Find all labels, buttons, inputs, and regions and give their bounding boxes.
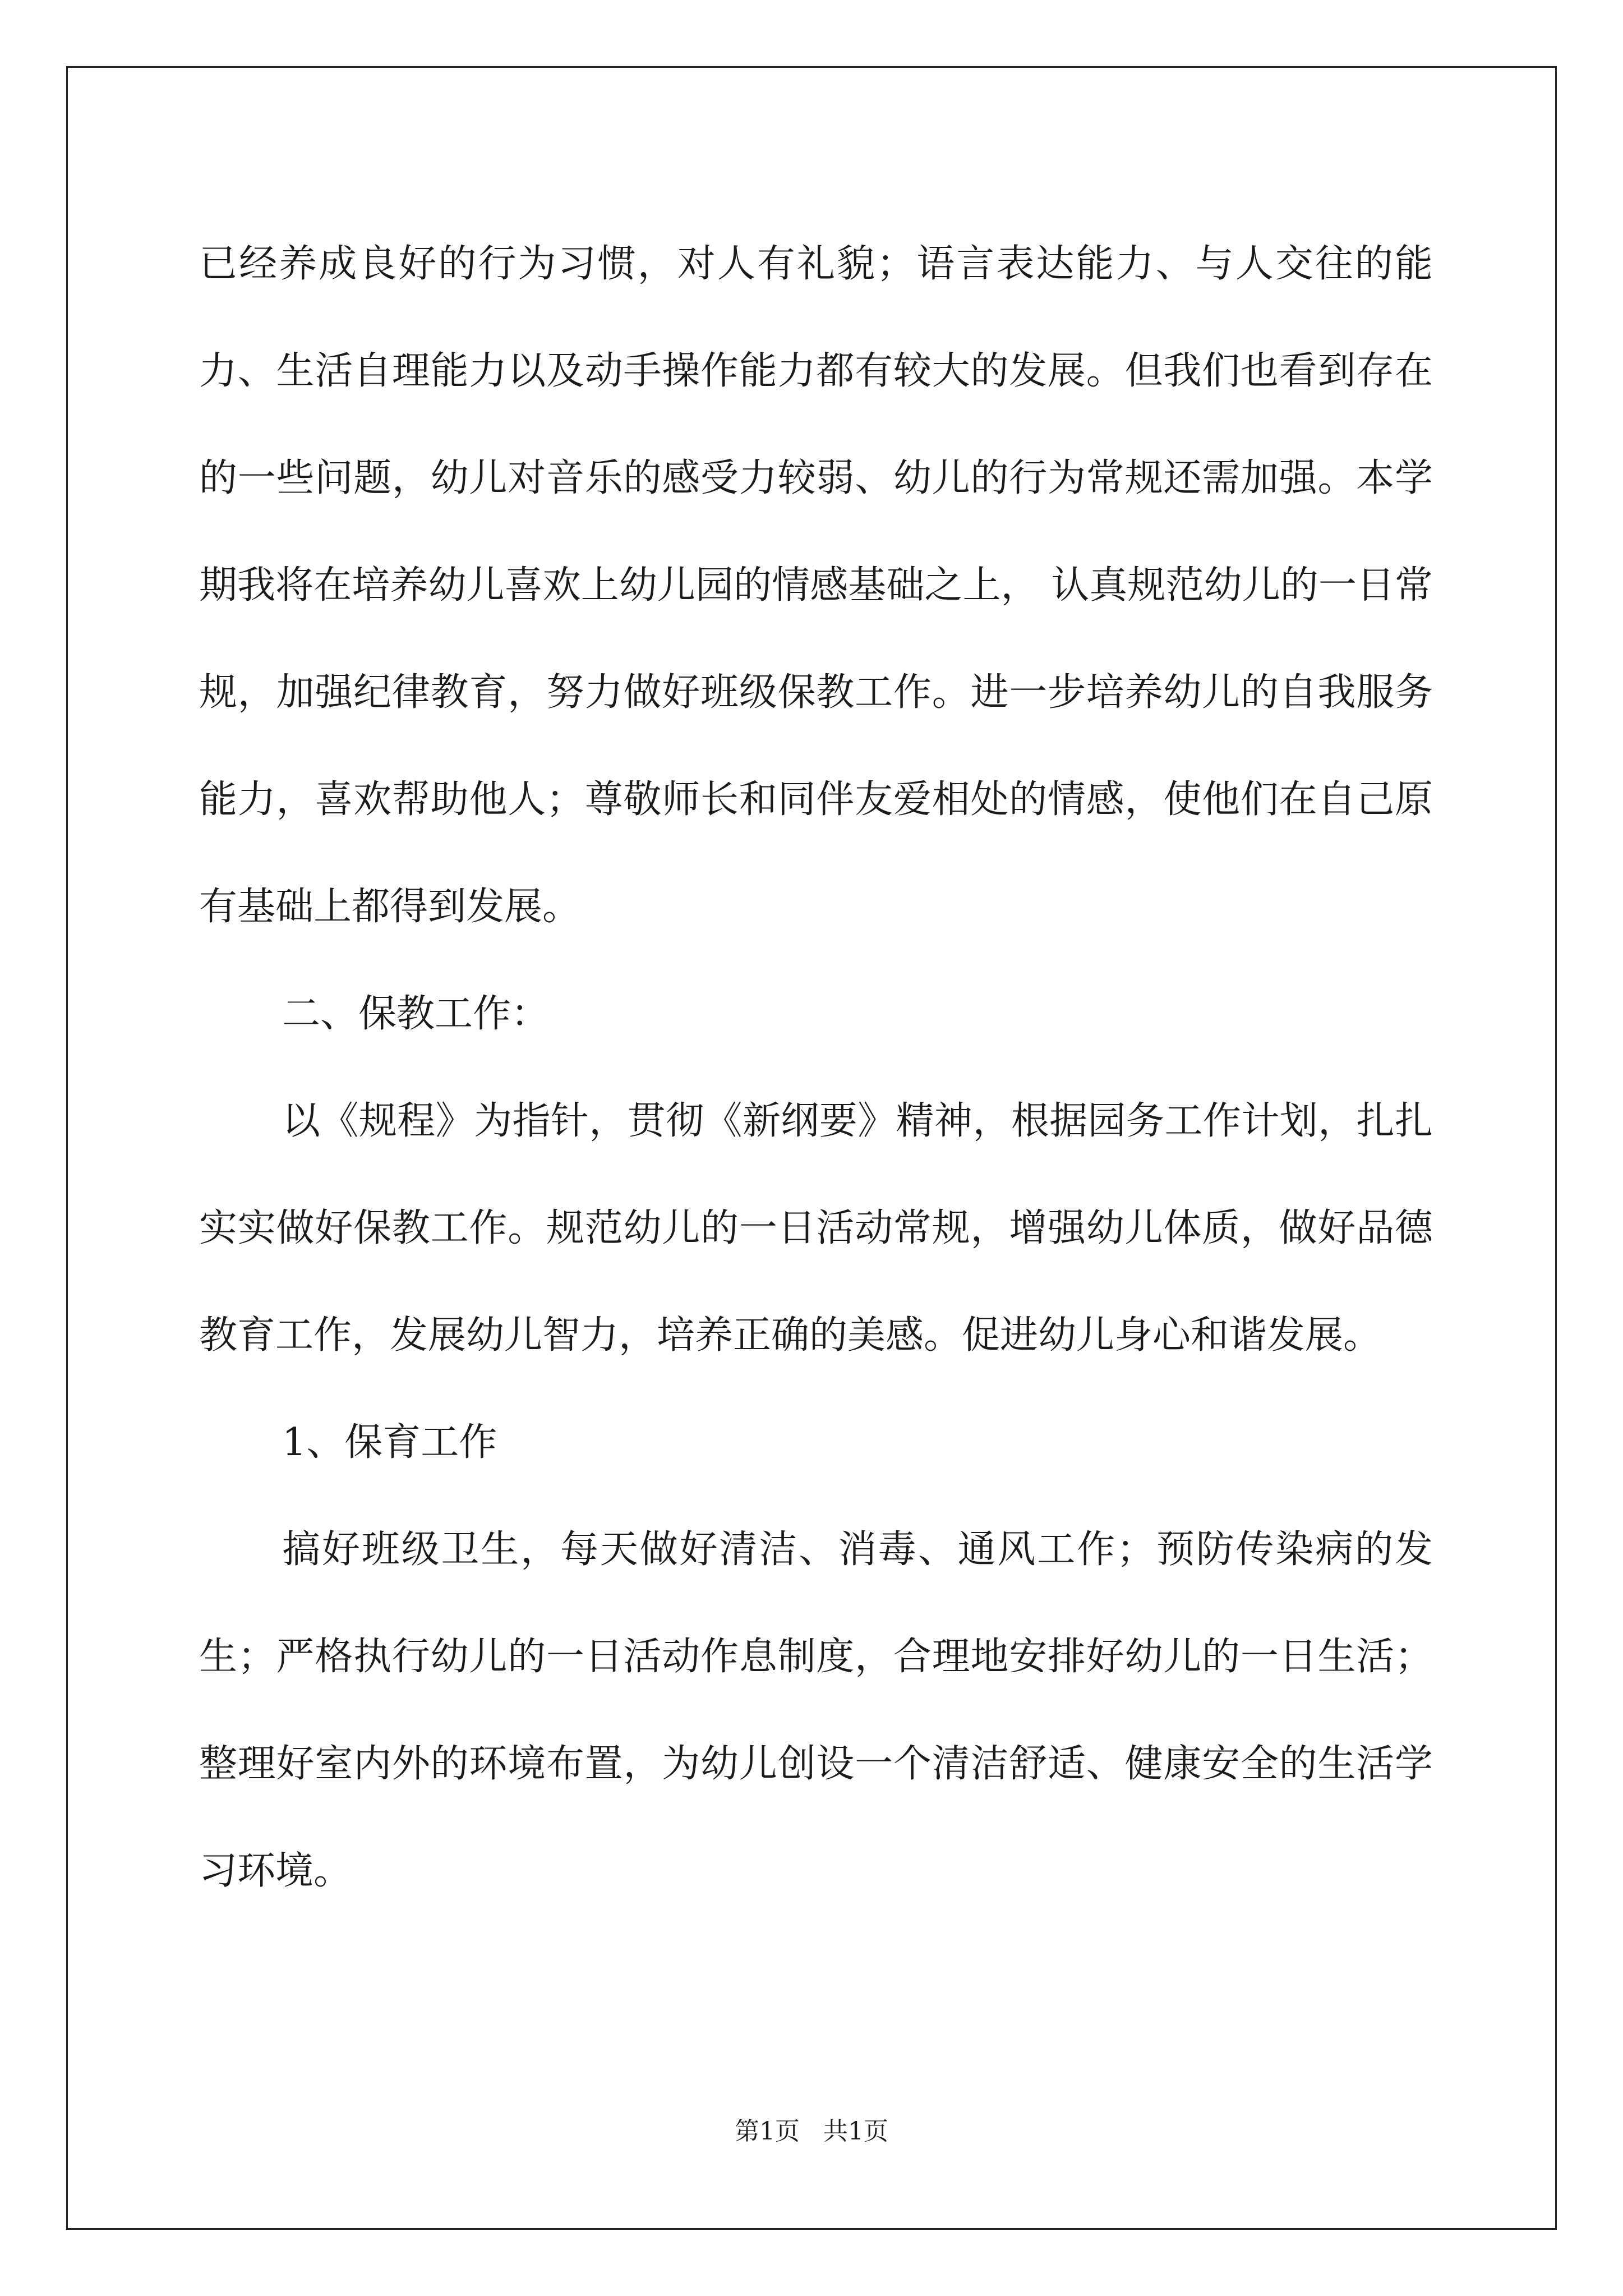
page-footer: 第1页 共1页 bbox=[735, 2117, 888, 2146]
subsection-heading-baoyu: 1、保育工作 bbox=[282, 1420, 497, 1465]
body-paragraph-3: 搞好班级卫生，每天做好清洁、消毒、通风工作；预防传染病的发生；严格执行幼儿的一日活动作息制度，合理地安排好幼儿的一日生活；整理好室内外的环境布置，为幼儿创设一个清洁舒适、健康安全的生活学习环境。 bbox=[199, 1527, 1433, 1893]
section-heading-baojiao: 二、保教工作： bbox=[282, 992, 550, 1036]
document-body bbox=[199, 210, 1433, 1925]
body-paragraph-1: 已经养成良好的行为习惯，对人有礼貌；语言表达能力、与人交往的能力、生活自理能力以及动手操作能力都有较大的发展。但我们也看到存在的一些问题，幼儿对音乐的感受力较弱、幼儿的行为常规还需加强。本学期我将在培养幼儿喜欢上幼儿园的情感基础之上， 认真规范幼儿的一日常规，加强纪律教育，努力做好班级保教工作。进一步培养幼儿的自我服务能力，喜欢帮助他人；尊敬师长和同伴友爱相处的情感，使他们在自己原有基础上都得到发展。 bbox=[199, 242, 1433, 929]
body-paragraph-2: 以《规程》为指针，贯彻《新纲要》精神，根据园务工作计划，扎扎实实做好保教工作。规范幼儿的一日活动常规，增强幼儿体质，做好品德教育工作，发展幼儿智力，培养正确的美感。促进幼儿身心和谐发展。 bbox=[199, 1099, 1433, 1358]
